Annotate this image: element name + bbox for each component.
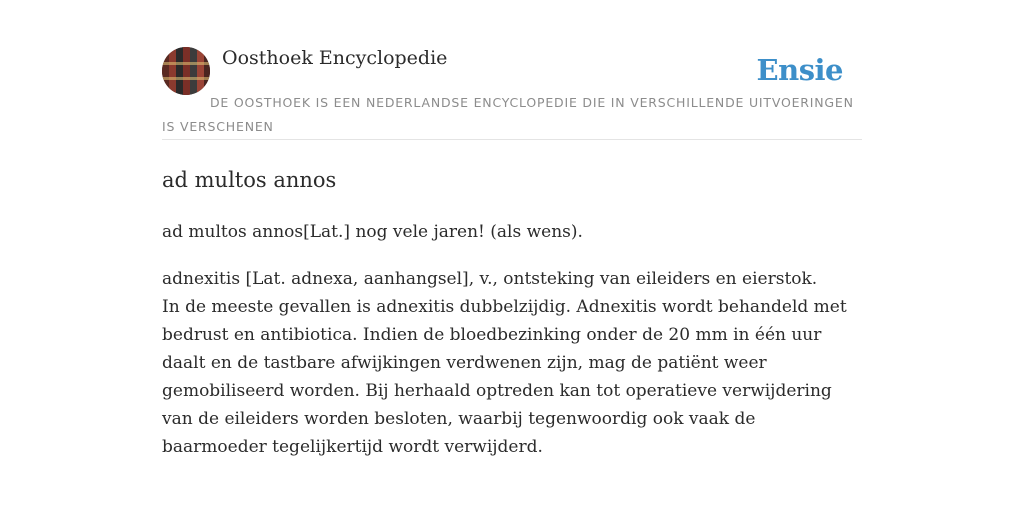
site-name[interactable]: Oosthoek Encyclopedie (222, 47, 448, 69)
brand-logo[interactable]: Ensie (756, 53, 843, 87)
article-paragraph-2: adnexitis [Lat. adnexa, aanhangsel], v., ontsteking van eileiders en eierstok. In de meeste gevallen is adnexitis dubbelzijdig. Adnexitis wordt behandeld met bedrust en antibiotica. Indien de bloedbezinking onder de 20 mm in één uur daalt en de tastbare afwijkingen verdwenen zijn, mag de patiënt weer gemobiliseerd worden. Bij herhaald optreden kan tot operatieve verwijdering van de eileiders worden besloten, waarbij tegenwoordig ook vaak de baarmoeder tegelijkertijd wordt verwijderd. (162, 269, 847, 457)
site-header (162, 46, 862, 140)
content-container (162, 46, 862, 461)
article-paragraph-1: ad multos annos[Lat.] nog vele jaren! (als wens). (162, 222, 583, 242)
article-title: ad multos annos (162, 168, 337, 192)
site-tagline: DE OOSTHOEK IS EEN NEDERLANDSE ENCYCLOPEDIE DIE IN VERSCHILLENDE UITVOERINGEN IS VERSCHENEN (162, 95, 854, 134)
encyclopedia-avatar-icon[interactable] (162, 47, 210, 95)
